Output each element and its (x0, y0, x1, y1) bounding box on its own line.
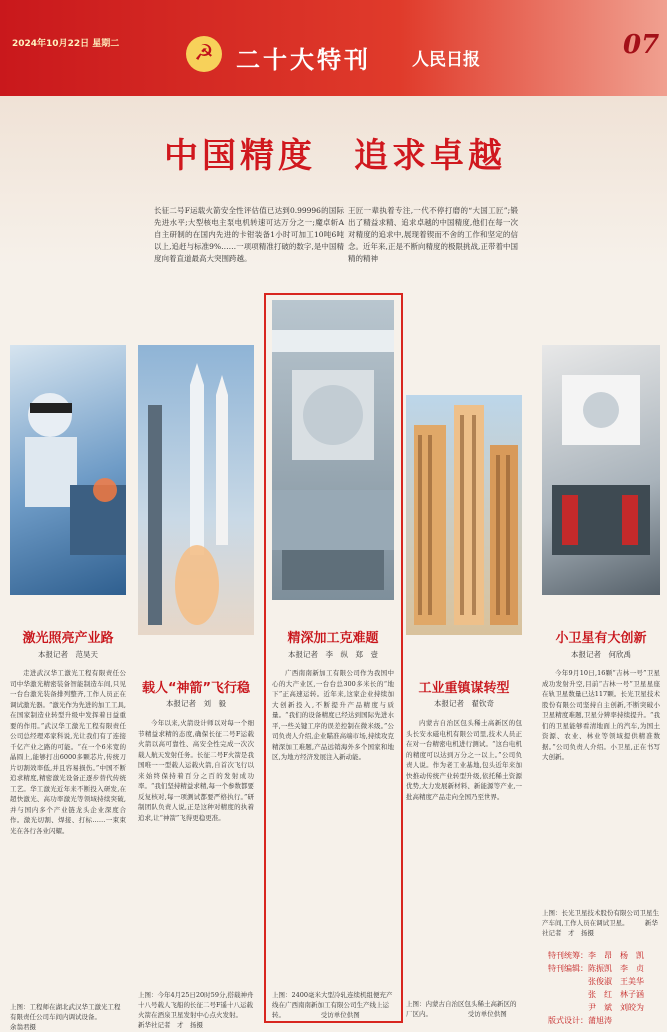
page-headline: 中国精度 追求卓越 (164, 136, 506, 176)
editorial-credits (548, 949, 664, 1027)
editors-names: 陈振凯 李 贞 张俊淑 王美华 张 红 林子涵 尹 斌 刘皎为 (588, 964, 644, 1012)
industrial-plant-illustration (406, 395, 522, 635)
processing-line-photo (272, 300, 394, 600)
column-title-processing: 精深加工克难题 (287, 631, 379, 646)
column-title-rocket: 载人“神箭”飞行稳 (141, 681, 251, 696)
laser-worker-photo (10, 345, 126, 595)
byline-rocket: 本报记者 刘 毅 (166, 699, 226, 708)
satellite-assembly-illustration (542, 345, 660, 595)
body-satellite: 今年9月10日,16颗“吉林一号”卫星成功发射升空,目前“吉林一号”卫星星座在轨卫星数量已达117颗。长光卫星技术股份有限公司坚持自主创新,不断突破小卫星精度难题,卫星分辨率持续提升。“我们的卫星能够看清地面上的汽车,为国土资源、农业、林业等领域提供精准数据。”公司负责人介绍。小卫星,正在书写大创新。 (542, 669, 660, 761)
party-emblem-icon: ☭ (186, 36, 222, 72)
intro-right: 王匠一辈执着专注,一代不停打磨的“大国工匠”;锻出了精益求精、追求卓越的中国精度,他们在每一次对精度的追求中,展现着锲而不舍的工作和坚定的信念。近年来,正是不断向精度的极限挑战,正带着中国精的精神 (348, 206, 518, 263)
body-industry: 内蒙古自治区包头稀土高新区的包头长安永磁电机有限公司里,技术人员正在对一台精密电机进行测试。“这台电机的精度可以达到万分之一以上。”公司负责人说。作为老工业基地,包头近年来加快推动传统产业转型升级,依托稀土资源优势,大力发展新材料、新能源等产业,一批高精度产品走向全国乃至世界。 (406, 719, 522, 801)
byline-satellite: 本报记者 何欣禹 (571, 650, 631, 659)
body-rocket: 今年以来,火箭设计师以对每一个细节精益求精的态度,确保长征二号F运载火箭以高可靠性、高安全性完成一次次载人航天发射任务。长征二号F火箭是我国唯一一型载人运载火箭,自首次飞行以来始终保持着百分之百的发射成功率。“我们坚持精益求精,每一个参数都要反复核对,每一项测试都要严格执行。”研制团队负责人说,正是这种对精度的执着追求,让“神箭”飞得更稳更准。 (138, 719, 254, 822)
planners-names: 李 昂 杨 凯 (588, 951, 644, 960)
layout-label: 版式设计： (548, 1016, 588, 1025)
laser-worker-illustration (10, 345, 126, 595)
newspaper-masthead: 人民日报 (412, 50, 480, 70)
processing-line-illustration (272, 300, 394, 600)
dateline: 2024年10月22日 星期二 (12, 39, 120, 49)
caption-laser: 上图：工程师在湖北武汉华工激光工程有限责任公司车间内调试设备。 余翁君摄 (10, 1003, 131, 1031)
byline-processing: 本报记者 李 纵 郑 壹 (288, 650, 378, 659)
column-title-industry: 工业重镇谋转型 (418, 681, 510, 696)
caption-processing: 上图：2400毫米大型冷轧连续机组便充产线在广西南南新加工有限公司生产线上运转。 受访单位供图 (272, 991, 393, 1019)
intro-left: 长征二号F运载火箭安全性评估值已达到0.99996的国际先进水平;大型核电主泵电机转速可达万分之一;魔卓斩A自主研制的在国内先进的卡钳装备1小时可加工10吨6吨以上,追赶与标准9%……一项项精准打破的数字,是中国精度向着直道最高大突围跨越。 (154, 206, 344, 263)
byline-industry: 本报记者 翟钦奇 (434, 699, 494, 708)
column-title-laser: 激光照亮产业路 (22, 631, 114, 646)
satellite-assembly-photo (542, 345, 660, 595)
masthead-banner (0, 0, 667, 96)
body-laser: 走进武汉华工激光工程有限责任公司中华激光精密装备智能制造车间,只见一台台激光装备排列整齐,工作人员正在调试激光器。“激光作为先进的加工工具,在国家制造业转型升级中发挥着日益重要的作用。”武汉华工激光工程有限责任公司总经理邓家科说,光让我们有了连接千亿产业之路的可能。“在一个6米宽的晶圆上,能够打出6000多颗芯片,传统刀片切割效率低,并且容易损伤。”中国不断追求精度,精密激光设备正逐步替代传统工艺。华工激光近年来不断投入研发,在超快激光、高功率激光等领域持续突破,并与国内多个产业链龙头企业深度合作。激光切割、焊接、打标……一束束光在各行各业闪耀。 (10, 669, 126, 835)
planners-label: 特刊统筹： (548, 951, 588, 960)
caption-satellite: 上图：长光卫星技术股份有限公司卫星生产车间,工作人员在调试卫星。 新华社记者 才 扬摄 (542, 909, 659, 937)
body-processing: 广西南南新加工有限公司作为我国中心的大产业区,一台台总300多米长的“地下”正高速运转。近年来,这家企业持续加大创新投入,不断提升产品精度与质量。“我们的设备精度已经达到国际先进水平,一些关键工序的误差控制在微米级。”公司负责人介绍,企业瞄准高端市场,持续攻克精深加工难题,产品远销海外多个国家和地区,为地方经济发展注入新动能。 (272, 669, 394, 761)
byline-laser: 本报记者 范昊天 (38, 650, 98, 659)
rocket-launch-photo (138, 345, 254, 635)
editors-label: 特刊编辑： (548, 964, 588, 973)
industrial-plant-photo (406, 395, 522, 635)
caption-rocket: 上图：今年4月25日20时59分,搭载神舟十八号载人飞船的长征二号F遥十八运载火箭在酒泉卫星发射中心点火发射。 新华社记者 才 扬摄 (138, 991, 254, 1029)
layout-name: 蒲旭涛 (588, 1016, 612, 1025)
page-number: 07 (623, 30, 660, 60)
rocket-illustration (138, 345, 254, 635)
column-title-satellite: 小卫星有大创新 (555, 631, 647, 646)
section-title: 二十大特刊 (236, 46, 371, 74)
caption-industry: 上图：内蒙古自治区包头稀土高新区的厂区内。 受访单位供图 (406, 1000, 517, 1018)
